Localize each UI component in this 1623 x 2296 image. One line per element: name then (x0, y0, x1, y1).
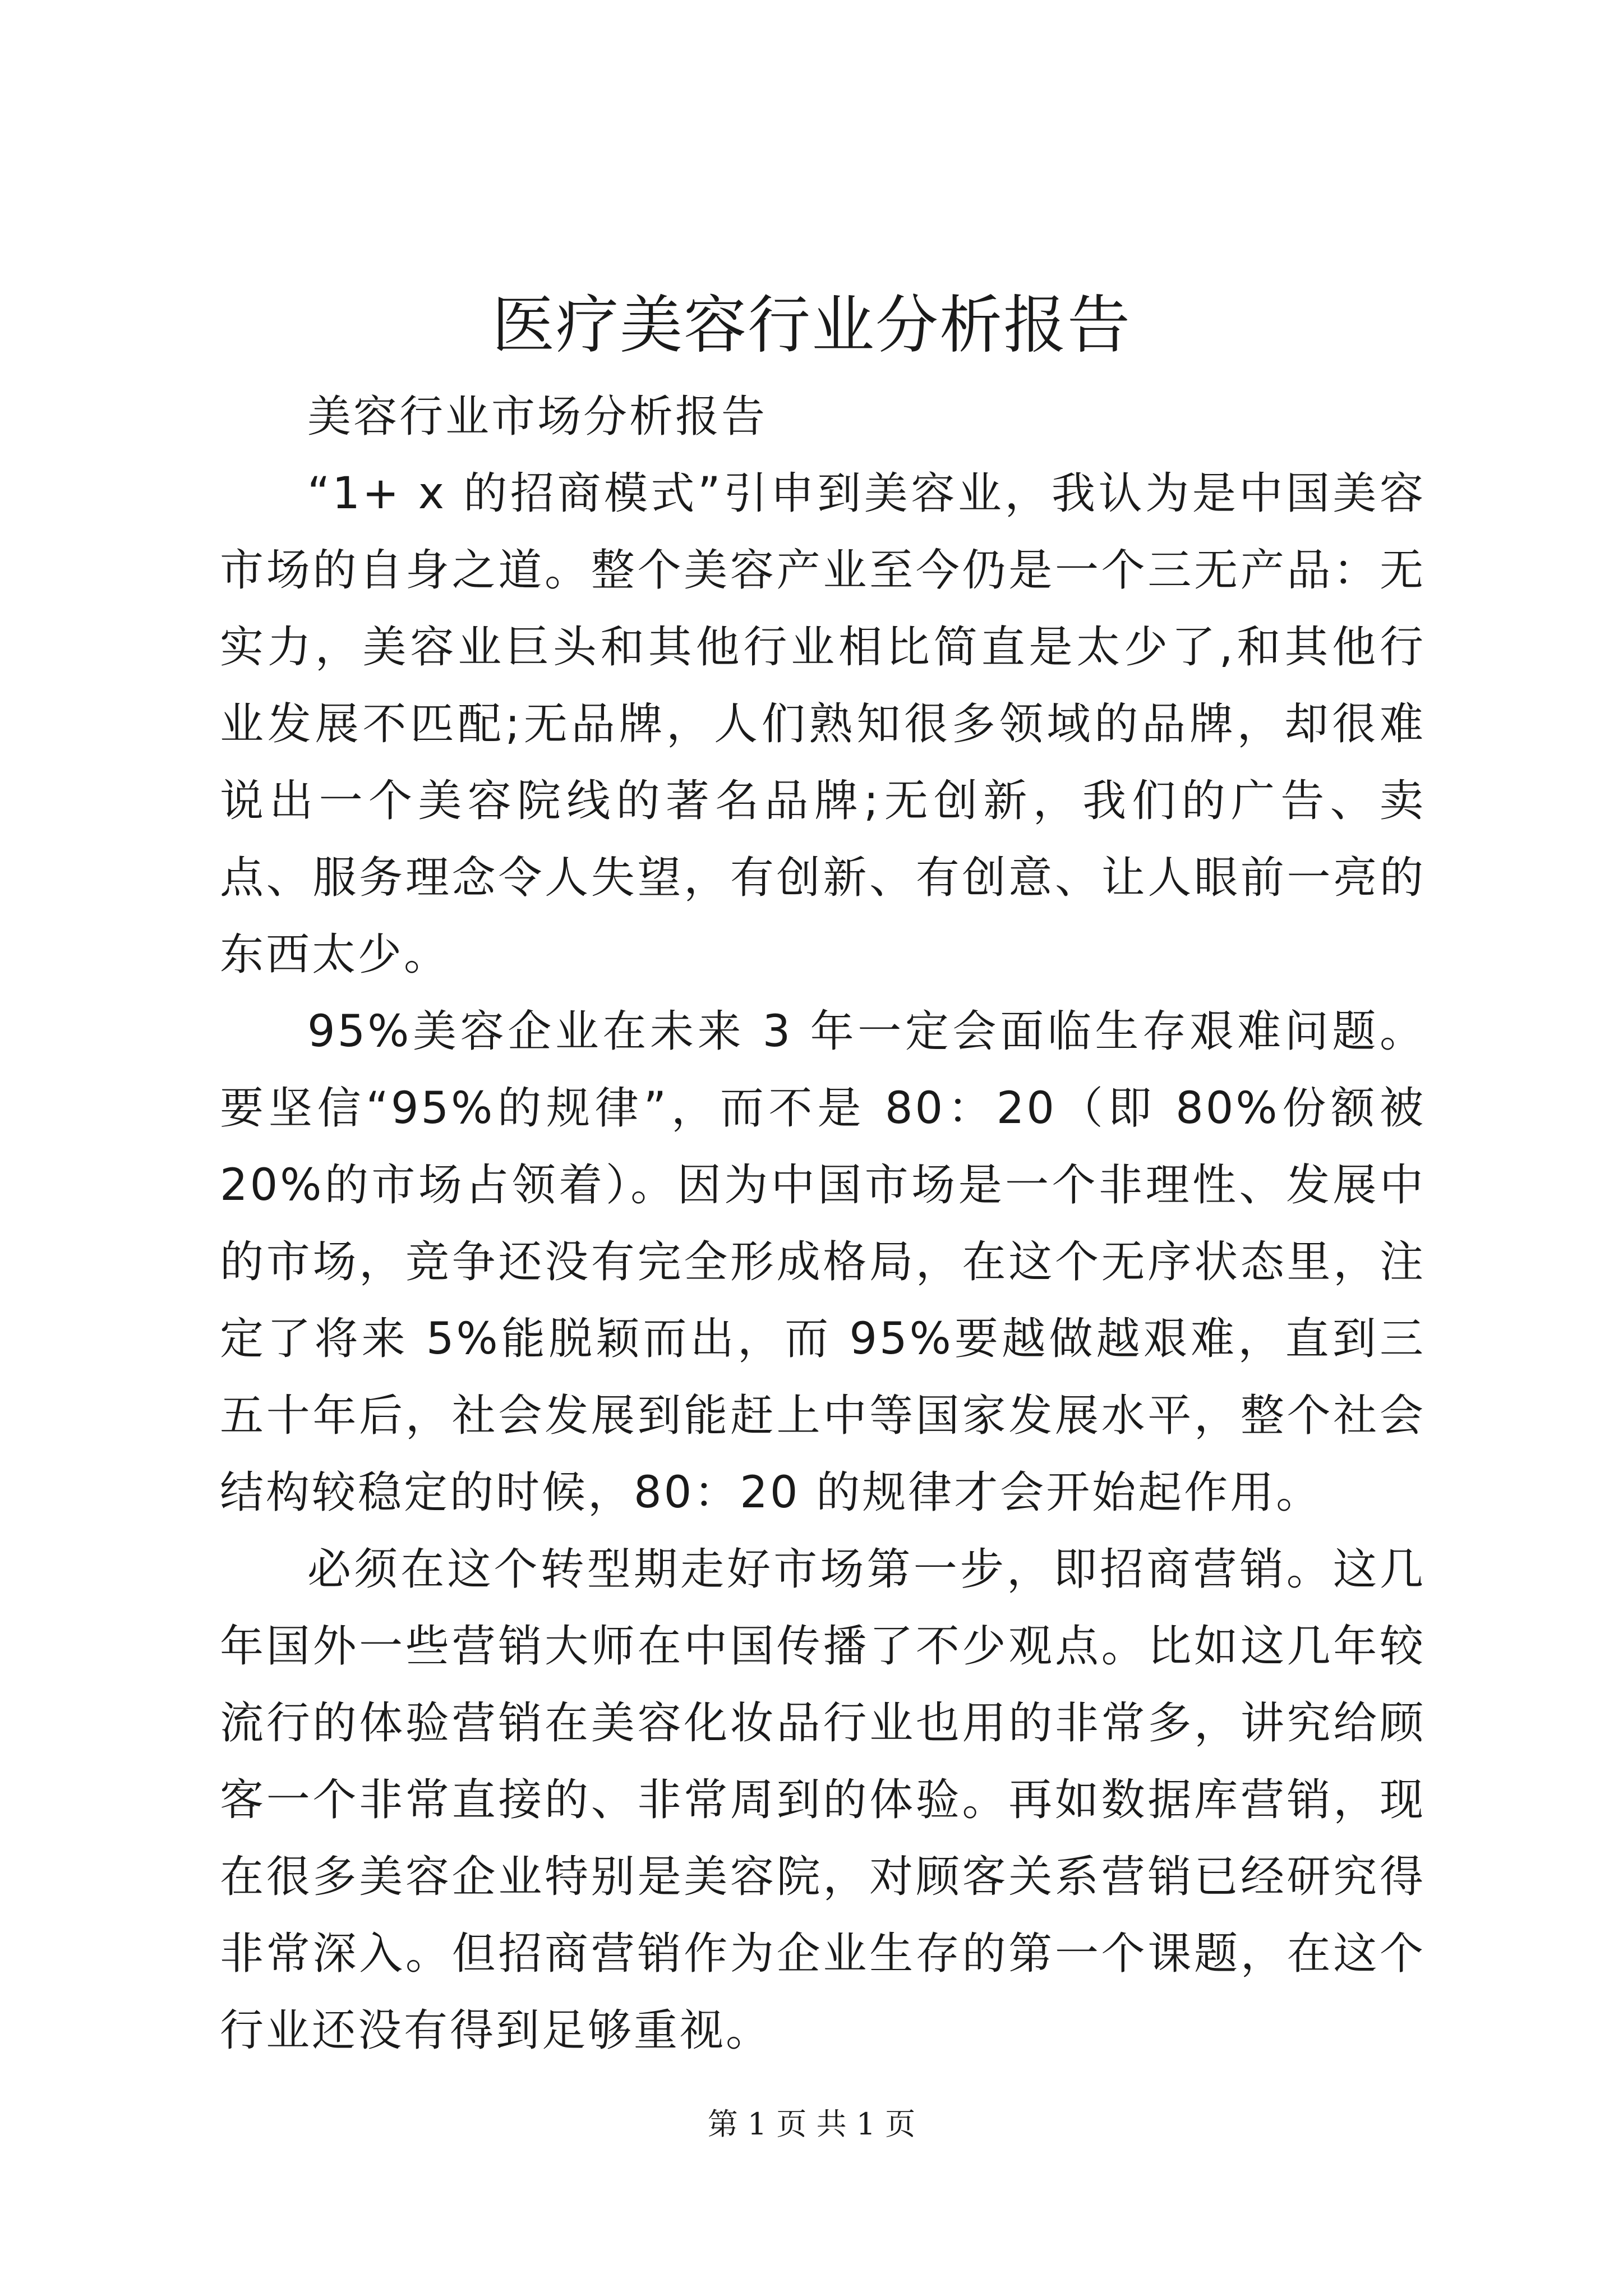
document-subtitle: 美容行业市场分析报告 (307, 392, 768, 442)
document-title: 医疗美容行业分析报告 (492, 289, 1131, 362)
page-footer: 第 1 页 共 1 页 (707, 2106, 916, 2142)
document-body (220, 379, 1426, 2069)
paragraph-1: “1+ x 的招商模式”引申到美容业，我认为是中国美容市场的自身之道。整个美容产业至今仍是一个三无产品：无实力，美容业巨头和其他行业相比简直是太少了,和其他行业发展不匹配;无品牌，人们熟知很多领域的品牌，却很难说出一个美容院线的著名品牌;无创新，我们的广告、卖点、服务理念令人失望，有创新、有创意、让人眼前一亮的东西太少。 (220, 468, 1426, 980)
paragraph-3: 必须在这个转型期走好市场第一步，即招商营销。这几年国外一些营销大师在中国传播了不少观点。比如这几年较流行的体验营销在美容化妆品行业也用的非常多，讲究给顾客一个非常直接的、非常周到的体验。再如数据库营销，现在很多美容企业特别是美容院，对顾客关系营销已经研究得非常深入。但招商营销作为企业生存的第一个课题，在这个行业还没有得到足够重视。 (220, 1544, 1426, 2056)
paragraph-2: 95%美容企业在未来 3 年一定会面临生存艰难问题。要坚信“95%的规律”，而不是 80：20（即 80%份额被 20%的市场占领着）。因为中国市场是一个非理性、发展中的市场，竞争还没有完全形成格局，在这个无序状态里，注定了将来 5%能脱颖而出，而 95%要越做越艰难，直到三五十年后，社会发展到能赶上中等国家发展水平，整个社会结构较稳定的时候，80：20 的规律才会开始起作用。 (220, 1006, 1426, 1518)
